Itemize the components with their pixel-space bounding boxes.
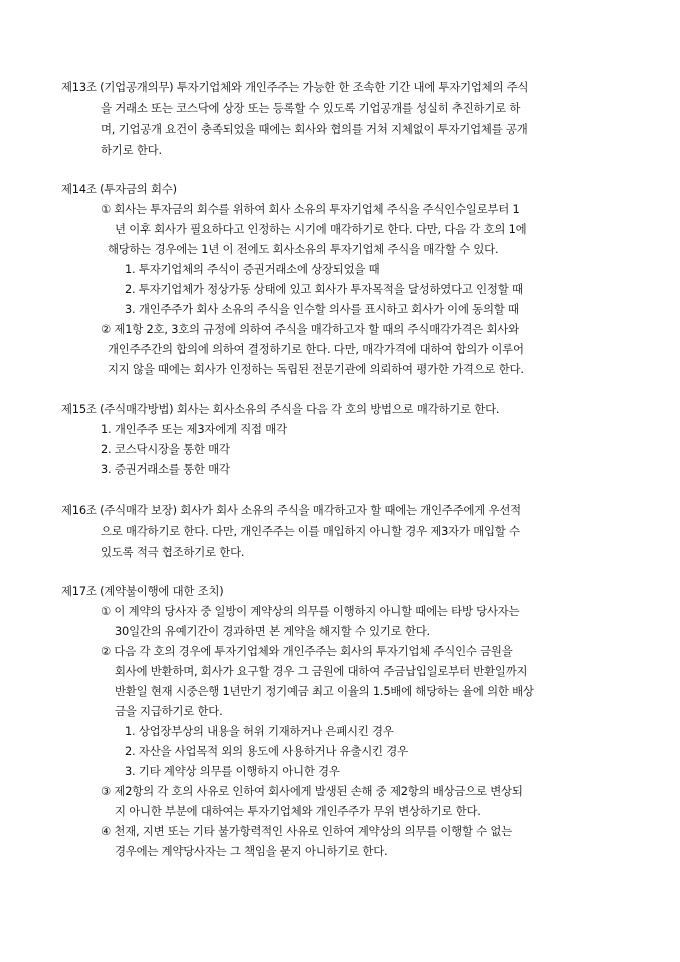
article-13-heading-line: 제13조 (기업공개의무) 투자기업체와 개인주주는 가능한 한 조속한 기간 내에 투자기업체의 주식 <box>61 80 529 94</box>
article-14-item-2: 2. 투자기업체가 정상가동 상태에 있고 회사가 투자목적을 달성하였다고 인정할 때 <box>125 282 523 296</box>
article-17-paragraph-2-cont: 반환일 현재 시중은행 1년만기 정기예금 최고 이율의 1.5배에 해당하는 율에 의한 배상 <box>115 684 534 698</box>
article-14-paragraph-1-cont: 년 이후 회사가 필요하다고 인정하는 시기에 매각하기로 한다. 다만, 다음 각 호의 1에 <box>115 222 527 236</box>
article-14-paragraph-1-cont: 해당하는 경우에는 1년 이 전에도 회사소유의 투자기업체 주식을 매각할 수 있다. <box>108 242 499 256</box>
article-14-paragraph-1: ① 회사는 투자금의 회수를 위하여 회사 소유의 투자기업체 주식을 주식인수일로부터 1 <box>101 202 520 216</box>
article-17-item-1: 1. 상업장부상의 내용을 허위 기재하거나 은폐시킨 경우 <box>125 724 394 738</box>
article-15-item-1: 1. 개인주주 또는 제3자에게 직접 매각 <box>101 422 287 436</box>
article-14-heading: 제14조 (투자금의 회수) <box>61 182 177 196</box>
article-16-text-line: 으로 매각하기로 한다. 다만, 개인주주는 이를 매입하지 아니할 경우 제3자가 매입할 수 <box>101 524 520 538</box>
article-15-heading-line: 제15조 (주식매각방법) 회사는 회사소유의 주식을 다음 각 호의 방법으로 매각하기로 한다. <box>61 402 500 416</box>
article-17-paragraph-4-cont: 경우에는 계약당사자는 그 책임을 묻지 아니하기로 한다. <box>115 844 388 858</box>
article-13-text-line: 며, 기업공개 요건이 충족되었을 때에는 회사와 협의를 거쳐 지체없이 투자기업체를 공개 <box>101 122 528 136</box>
article-17-paragraph-2-cont: 회사에 반환하며, 회사가 요구할 경우 그 금원에 대하여 주금납입일로부터 반환일까지 <box>115 664 528 678</box>
article-16-heading-line: 제16조 (주식매각 보장) 회사가 회사 소유의 주식을 매각하고자 할 때에는 개인주주에게 우선적 <box>61 503 521 517</box>
article-13-text-line: 하기로 한다. <box>101 143 162 157</box>
article-17-heading: 제17조 (계약불이행에 대한 조치) <box>61 584 224 598</box>
article-17-paragraph-3-cont: 지 아니한 부분에 대하여는 투자기업체와 개인주주가 무위 변상하기로 한다. <box>115 804 481 818</box>
article-15-item-2: 2. 코스닥시장을 통한 매각 <box>101 442 230 456</box>
article-14-item-3: 3. 개인주주가 회사 소유의 주식을 인수할 의사를 표시하고 회사가 이에 동의할 때 <box>125 302 519 316</box>
article-15-item-3: 3. 증권거래소를 통한 매각 <box>101 462 230 476</box>
article-17-item-2: 2. 자산을 사업목적 외의 용도에 사용하거나 유출시킨 경우 <box>125 744 408 758</box>
article-14-paragraph-2-cont: 지지 않을 때에는 회사가 인정하는 독립된 전문기관에 의뢰하여 평가한 가격으로 한다. <box>108 362 524 376</box>
article-17-paragraph-1-cont: 30일간의 유예기간이 경과하면 본 계약을 해지할 수 있기로 한다. <box>115 624 430 638</box>
article-17-paragraph-2: ② 다음 각 호의 경우에 투자기업체와 개인주주는 회사의 투자기업체 주식인수 금원을 <box>101 644 513 658</box>
article-17-paragraph-3: ③ 제2항의 각 호의 사유로 인하여 회사에게 발생된 손해 중 제2항의 배상금으로 변상되 <box>101 784 523 798</box>
article-17-paragraph-4: ④ 천재, 지변 또는 기타 불가항력적인 사유로 인하여 계약상의 의무를 이행할 수 없는 <box>101 824 512 838</box>
article-17-paragraph-1: ① 이 계약의 당사자 중 일방이 계약상의 의무를 이행하지 아니할 때에는 타방 당사자는 <box>101 604 520 618</box>
article-16-text-line: 있도록 적극 협조하기로 한다. <box>101 545 245 559</box>
article-14-item-1: 1. 투자기업체의 주식이 증권거래소에 상장되었을 때 <box>125 262 380 276</box>
article-13-text-line: 을 거래소 또는 코스닥에 상장 또는 등록할 수 있도록 기업공개를 성실히 추진하기로 하 <box>101 101 521 115</box>
article-14-paragraph-2: ② 제1항 2호, 3호의 규정에 의하여 주식을 매각하고자 할 때의 주식매각가격은 회사와 <box>101 322 519 336</box>
article-14-paragraph-2-cont: 개인주주간의 합의에 의하여 결정하기로 한다. 다만, 매각가격에 대하여 합의가 이루어 <box>108 342 524 356</box>
article-17-item-3: 3. 기타 계약상 의무를 이행하지 아니한 경우 <box>125 764 340 778</box>
article-17-paragraph-2-cont: 금을 지급하기로 한다. <box>115 704 223 718</box>
